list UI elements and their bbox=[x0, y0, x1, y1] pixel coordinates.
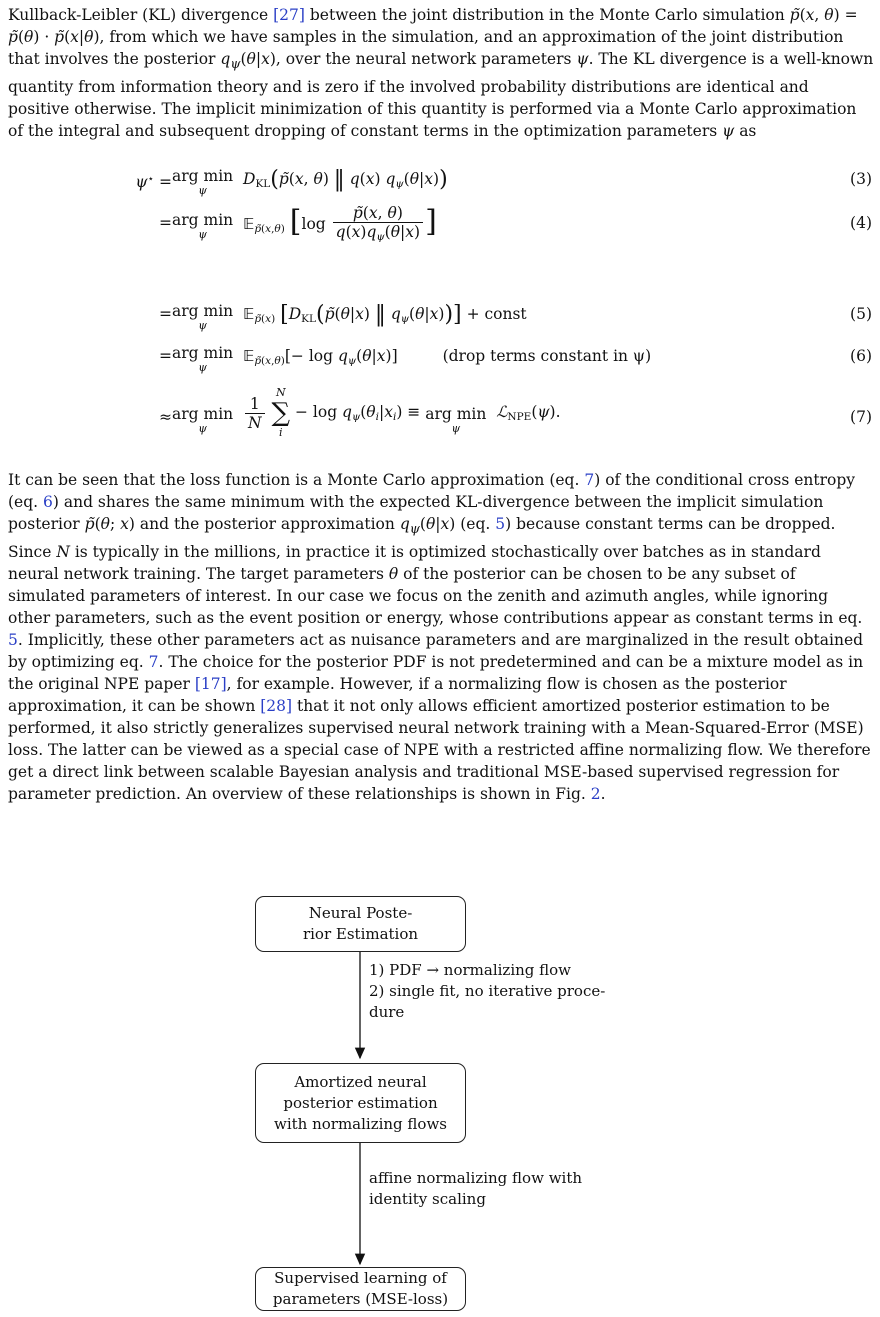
box-supervised-learning: Supervised learning of parameters (MSE-loss) bbox=[255, 1267, 466, 1311]
paragraph-intro: Kullback-Leibler (KL) divergence [27] between the joint distribution in the Monte Carlo simulation p̃(x, θ) = p̃(θ) · p̃(x|θ), from which we have samples in the simulation, and an approximation of the joint distribution that involves the posterior $q_\psi(\theta|x)$, over the neural network parameters ψ. The KL divergence is a well-known quantity from information theory and is zero if the involved probability distributions are identical and positive otherwise. The implicit minimization of this quantity is performed via a Monte Carlo approximation of the integral and subsequent dropping of constant terms in the optimization parameters ψ as bbox=[8, 6, 874, 141]
equation-4: = arg min ψ 𝔼p̃(x,θ) [log $\frac{p̃(x, \theta)}{q(x)q\psi(\theta|x)}$ ] (4) bbox=[0, 198, 880, 254]
equation-7: ≈ arg min ψ $\frac{1}{N}$ N ∑ i − log qψ(θi|xi) ≡ arg min ψ ℒNPE(ψ). (7) bbox=[159, 386, 872, 439]
eq5-rhs: arg min ψ 𝔼p̃(x) [DKL(p̃(θ|x) ‖ qψ(θ|x))] + const bbox=[172, 302, 527, 332]
eq6-rhs: arg min ψ 𝔼p̃(x,θ)[− log qψ(θ|x)] (drop terms constant in ψ) bbox=[172, 344, 652, 374]
box-neural-posterior-estimation: Neural Poste- rior Estimation bbox=[255, 896, 466, 952]
eq6-number: (6) bbox=[850, 347, 872, 365]
equation-6: = arg min ψ 𝔼p̃(x,θ)[− log qψ(θ|x)] (drop terms constant in ψ) (6) bbox=[159, 344, 872, 374]
eq3-number: (3) bbox=[850, 170, 872, 188]
equation-5: = arg min ψ 𝔼p̃(x) [DKL(p̃(θ|x) ‖ qψ(θ|x))] + const (5) bbox=[159, 302, 872, 332]
eq3-rhs: arg min ψ DKL(p̃(x, θ) ‖ q(x) qψ(θ|x)) bbox=[172, 167, 448, 197]
eq6-note: (drop terms constant in ψ) bbox=[442, 347, 652, 365]
paragraph-discussion: It can be seen that the loss function is a Monte Carlo approximation (eq. 7) of the conditional cross entropy (eq. 6) and shares the same minimum with the expected KL-divergence between the implicit simulation posterior p̃(θ; x) and the posterior approximation $q_\psi(\theta|x)$ (eq. 5) because constant terms can be dropped. Since N is typically in the millions, in practice it is optimized stochastically over batches as in standard neural network training. The target parameters θ of the posterior can be chosen to be any subset of simulated parameters of interest. In our case we focus on the zenith and azimuth angles, while ignoring other parameters, such as the event position or energy, whose contributions appear as constant terms in eq. 5. Implicitly, these other parameters act as nuisance parameters and are marginalized in the result obtained by optimizing eq. 7. The choice for the posterior PDF is not predetermined and can be a mixture model as in the original NPE paper [17], for example. However, if a normalizing flow is chosen as the posterior approximation, it can be shown [28] that it not only allows efficient amortized posterior estimation to be performed, it also strictly generalizes supervised neural network training with a Mean-Squared-Error (MSE) loss. The latter can be viewed as a special case of NPE with a restricted affine normalizing flow. We therefore get a direct link between scalable Bayesian analysis and traditional MSE-based supervised regression for parameter prediction. An overview of these relationships is shown in Fig. 2. bbox=[8, 471, 871, 804]
eq7-number: (7) bbox=[850, 408, 872, 426]
box-amortized-npe: Amortized neural posterior estimation with normalizing flows bbox=[255, 1063, 466, 1143]
eq3-lhs: ψ⋆ = bbox=[135, 173, 172, 191]
eq7-rhs: arg min ψ $\frac{1}{N}$ N ∑ i − log qψ(θi|xi) ≡ arg min ψ ℒNPE(ψ). bbox=[172, 386, 561, 439]
eq5-number: (5) bbox=[850, 305, 872, 323]
eq4-number: (4) bbox=[850, 214, 872, 232]
edge-label-npe-to-amortized: 1) PDF → normalizing flow 2) single fit, no iterative proce- dure bbox=[369, 961, 606, 1021]
eq4-rhs: arg min ψ 𝔼p̃(x,θ) [log $\frac{p̃(x, \theta)}{q(x)q\psi(\theta|x)}$ ] bbox=[172, 204, 437, 243]
equation-3 bbox=[0, 162, 880, 202]
edge-label-amortized-to-supervised: affine normalizing flow with identity scaling bbox=[369, 1169, 583, 1208]
